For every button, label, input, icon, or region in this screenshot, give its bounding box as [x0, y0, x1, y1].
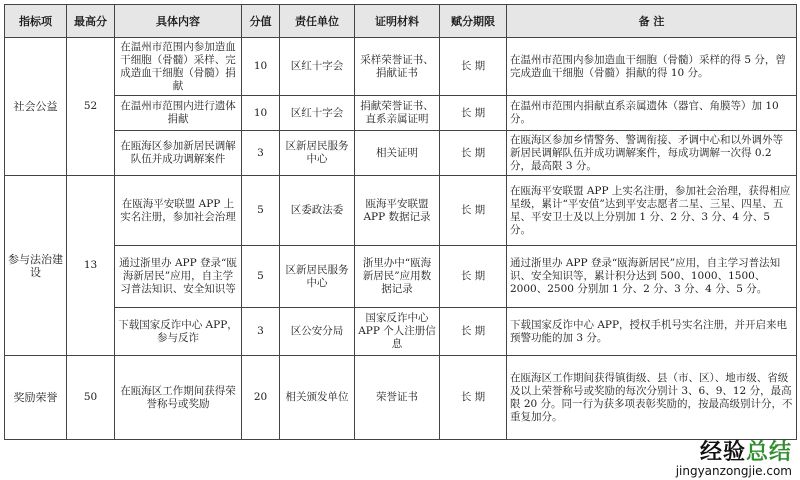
- proof-cell: 浙里办中“瓯海新居民”应用数据记录: [355, 246, 440, 308]
- table-row: [5, 246, 797, 308]
- unit-cell: 区公安分局: [280, 308, 355, 356]
- period-cell: 长 期: [440, 308, 507, 356]
- content-cell: 在温州市范围内参加造血干细胞（骨髓）采样、完成造血干细胞（骨髓）捐献: [115, 38, 242, 96]
- content-cell: 下载国家反诈中心 APP，参与反诈: [115, 308, 242, 356]
- table-row: [5, 96, 797, 131]
- content-cell: 在瓯海平安联盟 APP 上实名注册，参加社会治理: [115, 176, 242, 246]
- header-remark: 备 注: [507, 5, 797, 38]
- max-score-cell: 13: [67, 176, 115, 356]
- proof-cell: 国家反诈中心 APP 个人注册信息: [355, 308, 440, 356]
- site-watermark: [676, 435, 792, 478]
- proof-cell: 瓯海平安联盟 APP 数据记录: [355, 176, 440, 246]
- header-period: 赋分期限: [440, 5, 507, 38]
- header-max-score: 最高分: [67, 5, 115, 38]
- table-row: [5, 308, 797, 356]
- score-cell: 10: [242, 38, 280, 96]
- unit-cell: 区红十字会: [280, 96, 355, 131]
- indicator-cell: 社会公益: [5, 38, 67, 176]
- header-row: [5, 5, 797, 38]
- proof-cell: 荣誉证书: [355, 356, 440, 440]
- remark-cell: 在瓯海区参加乡情警务、警调衔接、矛调中心和以外调外等新居民调解队伍并成功调解案件，每成功调解一次得 0.2 分，最高限 3 分。: [507, 131, 797, 176]
- proof-cell: 捐献荣誉证书、直系亲属证明: [355, 96, 440, 131]
- unit-cell: 区新居民服务中心: [280, 246, 355, 308]
- indicator-cell: 奖励荣誉: [5, 356, 67, 440]
- header-indicator: 指标项: [5, 5, 67, 38]
- watermark-brand: [676, 435, 792, 466]
- period-cell: 长 期: [440, 96, 507, 131]
- period-cell: 长 期: [440, 246, 507, 308]
- period-cell: 长 期: [440, 131, 507, 176]
- score-cell: 5: [242, 176, 280, 246]
- header-score: 分值: [242, 5, 280, 38]
- score-cell: 10: [242, 96, 280, 131]
- remark-cell: 下载国家反诈中心 APP，授权手机号实名注册，并开启来电预警功能的加 3 分。: [507, 308, 797, 356]
- score-cell: 5: [242, 246, 280, 308]
- scoring-table: [4, 4, 797, 440]
- score-cell: 20: [242, 356, 280, 440]
- watermark-brand-part2: 总结: [745, 440, 792, 465]
- content-cell: 通过浙里办 APP 登录“瓯海新居民”应用，自主学习普法知识、安全知识等: [115, 246, 242, 308]
- score-cell: 3: [242, 131, 280, 176]
- watermark-brand-part1: 经验: [699, 440, 746, 465]
- unit-cell: 区红十字会: [280, 38, 355, 96]
- table-row: [5, 356, 797, 440]
- score-cell: 3: [242, 308, 280, 356]
- period-cell: 长 期: [440, 176, 507, 246]
- remark-cell: 在温州市范围内参加造血干细胞（骨髓）采样的得 5 分，曾完成造血干细胞（骨髓）捐献的得 10 分。: [507, 38, 797, 96]
- proof-cell: 采样荣誉证书、捐献证书: [355, 38, 440, 96]
- unit-cell: 区新居民服务中心: [280, 131, 355, 176]
- unit-cell: 区委政法委: [280, 176, 355, 246]
- table-row: [5, 176, 797, 246]
- watermark-url: jingyanzongjie.com: [675, 464, 792, 478]
- indicator-cell: 参与法治建设: [5, 176, 67, 356]
- max-score-cell: 52: [67, 38, 115, 176]
- header-unit: 责任单位: [280, 5, 355, 38]
- content-cell: 在瓯海区工作期间获得荣誉称号或奖励: [115, 356, 242, 440]
- content-cell: 在温州市范围内进行遗体捐献: [115, 96, 242, 131]
- max-score-cell: 50: [67, 356, 115, 440]
- table-row: [5, 38, 797, 96]
- header-content: 具体内容: [115, 5, 242, 38]
- remark-cell: 在瓯海平安联盟 APP 上实名注册，参加社会治理，获得相应星级，累计“平安值”达到平安志愿者二星、三星、四星、五星、平安卫士及以上分别加 1 分、2 分、3 分、4 分、5 分。: [507, 176, 797, 246]
- proof-cell: 相关证明: [355, 131, 440, 176]
- remark-cell: 通过浙里办 APP 登录“瓯海新居民”应用，自主学习普法知识、安全知识等，累计积分达到 500、1000、1500、2000、2500 分别加 1 分、2 分、3 分、4 分、5 分。: [507, 246, 797, 308]
- table-row: [5, 131, 797, 176]
- remark-cell: 在瓯海区工作期间获得镇街级、县（市、区）、地市级、省级及以上荣誉称号或奖励的每次分别计 3、6、9、12 分，最高限 20 分。同一行为获多项表彰奖励的，按最高级别计分，不重复加分。: [507, 356, 797, 440]
- content-cell: 在瓯海区参加新居民调解队伍并成功调解案件: [115, 131, 242, 176]
- header-proof: 证明材料: [355, 5, 440, 38]
- period-cell: 长 期: [440, 38, 507, 96]
- remark-cell: 在温州市范围内捐献直系亲属遗体（器官、角膜等）加 10 分。: [507, 96, 797, 131]
- period-cell: 长 期: [440, 356, 507, 440]
- unit-cell: 相关颁发单位: [280, 356, 355, 440]
